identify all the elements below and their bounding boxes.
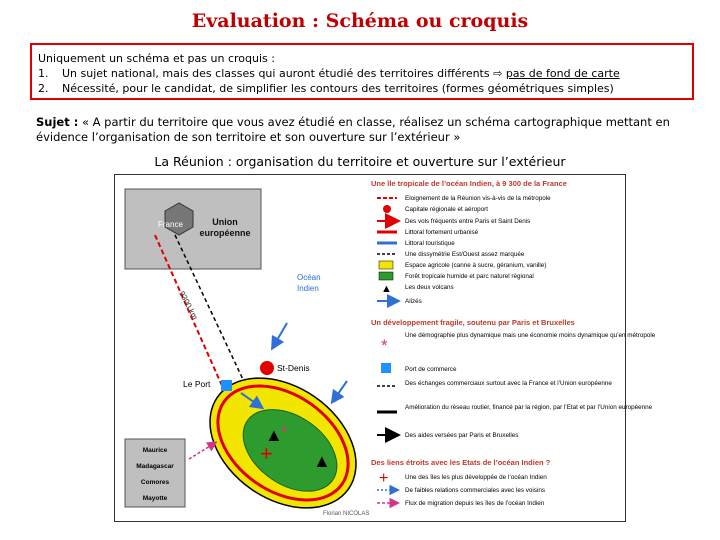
legend-item: Port de commerce — [405, 366, 457, 373]
volcano-icon: ▲ — [313, 451, 331, 471]
migration-arrow — [189, 443, 215, 459]
volcano-icon: ▲ — [265, 425, 283, 445]
instructions-box — [30, 43, 694, 100]
legend-item: Les deux volcans — [405, 284, 454, 291]
arrow-right-icon: ⇨ — [493, 67, 503, 80]
instructions-intro: Uniquement un schéma et pas un croquis : — [38, 52, 275, 65]
instruction-item-1 — [38, 66, 686, 81]
schema-map — [114, 174, 656, 522]
legend-title: Des liens étroits avec les Etats de l’océan Indien ? — [371, 458, 551, 467]
map-title: La Réunion : organisation du territoire et ouverture sur l’extérieur — [154, 154, 566, 169]
legend-item: Des vols fréquents entre Paris et Saint Denis — [405, 218, 531, 225]
neighbor-label: Comores — [140, 479, 170, 486]
ocean-label-1: Océan — [297, 273, 321, 282]
item-number: 2. — [38, 82, 49, 95]
subject-label: Sujet : — [36, 115, 79, 129]
page-title: Evaluation : Schéma ou croquis — [191, 10, 529, 32]
neighbor-label: Maurice — [142, 447, 168, 454]
le-port-label: Le Port — [183, 379, 211, 389]
legend-item: Des échanges commerciaux surtout avec la France et l’Union européenne — [405, 380, 612, 387]
legend-swatch — [379, 261, 393, 269]
legend-title: Une île tropicale de l’océan Indien, à 9 300 de la France — [371, 179, 567, 188]
legend-item: Littoral touristique — [405, 240, 455, 247]
credit-label: Florian NICOLAS — [323, 511, 370, 517]
legend-item: Eloignement de la Réunion vis-à-vis de la métropole — [405, 195, 551, 202]
legend-item: Flux de migration depuis les îles de l’océan Indien — [405, 500, 545, 507]
subject-text — [36, 115, 696, 145]
ue-label-1: Union — [212, 217, 238, 227]
legend-item: Une des îles les plus développée de l’océan Indien — [405, 474, 547, 481]
st-denis-label: St-Denis — [277, 363, 310, 373]
item-number: 1. — [38, 67, 49, 80]
legend-item: Forêt tropicale humide et parc naturel régional — [405, 273, 534, 280]
alize-arrow — [273, 323, 287, 347]
neighbor-label: Madagascar — [136, 463, 174, 470]
legend-item: Une démographie plus dynamique mais une économie moins dynamique qu’en métropole — [405, 332, 656, 339]
asterisk-icon: * — [381, 336, 388, 355]
distance-label: 9300 km — [177, 289, 200, 322]
capital-dot — [260, 361, 274, 375]
france-label: France — [158, 220, 183, 229]
legend-item: Littoral fortement urbanisé — [405, 229, 479, 236]
item-emphasis: pas de fond de carte — [505, 67, 620, 80]
neighbor-label: Mayotte — [142, 495, 168, 502]
legend-title: Un développement fragile, soutenu par Paris et Bruxelles — [371, 318, 575, 327]
item-text: Nécessité, pour le candidat, de simplifier les contours des territoires (formes géométriques simples) — [62, 82, 614, 95]
instruction-item-2 — [38, 81, 686, 96]
ocean-label-2: Indien — [297, 284, 319, 293]
volcano-icon: ▲ — [381, 283, 392, 295]
subject-body: « A partir du territoire que vous avez étudié en classe, réalisez un schéma cartographique mettant en évidence l’organisation de son territoire et son ouverture sur l’extérieur » — [36, 115, 670, 144]
legend-item: Amélioration du réseau routier, financé par la région, par l’Etat et par l’Union européenne — [405, 404, 653, 411]
legend-swatch — [383, 205, 391, 213]
port-square — [221, 380, 232, 391]
legend-item: De faibles relations commerciales avec les voisins — [405, 487, 545, 494]
legend — [371, 179, 656, 507]
plus-icon: + — [379, 470, 389, 487]
legend-item: Espace agricole (canne à sucre, géranium, vanille) — [405, 262, 547, 269]
legend-item: Des aides versées par Paris et Bruxelles — [405, 432, 519, 439]
ue-label-2: européenne — [199, 228, 251, 238]
plus-icon: + — [260, 441, 273, 466]
item-text: Un sujet national, mais des classes qui auront étudié des territoires différents — [62, 67, 490, 80]
schema-svg — [115, 175, 656, 521]
alize-arrow — [333, 381, 347, 401]
legend-swatch — [379, 272, 393, 280]
legend-swatch — [381, 363, 391, 373]
legend-item: Capitale régionale et aéroport — [405, 206, 488, 213]
legend-item: Une dissymétrie Est/Ouest assez marquée — [405, 251, 525, 258]
asterisk-icon: * — [281, 424, 288, 441]
legend-item: Alizés — [405, 298, 422, 305]
